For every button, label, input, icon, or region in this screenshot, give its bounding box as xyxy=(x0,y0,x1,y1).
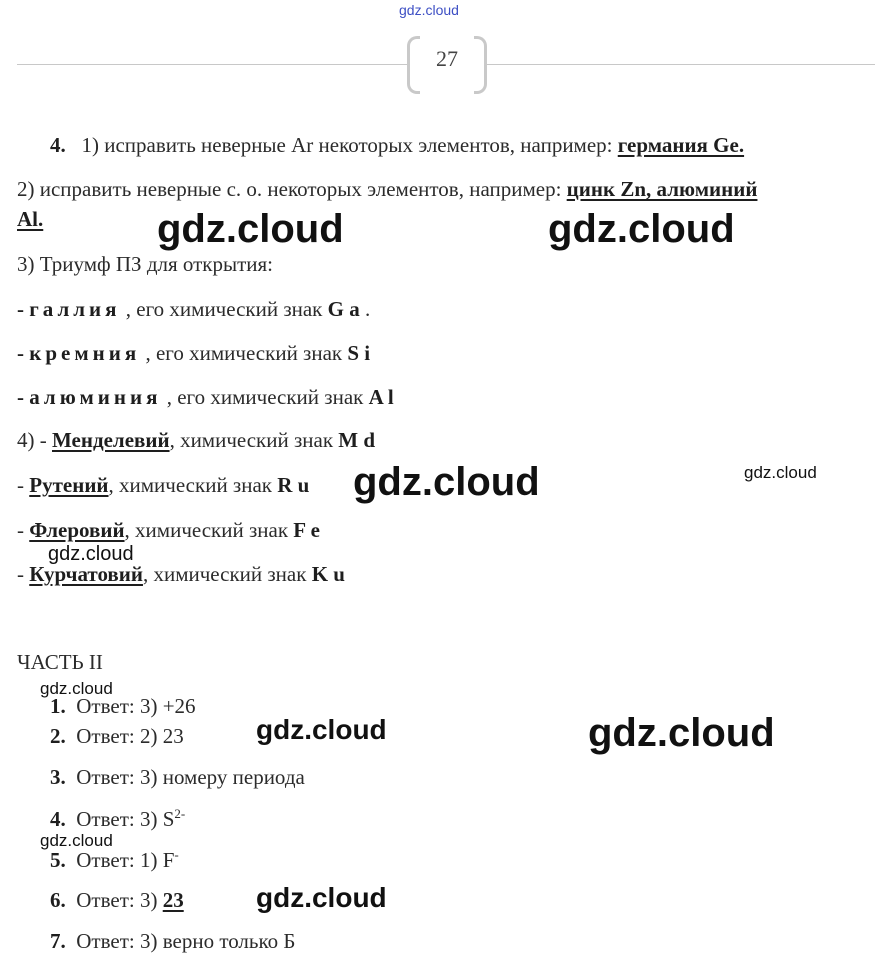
q4-line-2: 2) исправить неверные с. о. некоторых элементов, например: цинк Zn, алюминий xyxy=(17,177,758,201)
section-title: ЧАСТЬ II xyxy=(17,650,103,674)
answer-row: 6. Ответ: 3) 23 xyxy=(50,888,184,912)
triumph-row: - алюминия , его химический знак A l xyxy=(17,385,394,409)
q4-line-1: 4. 1) исправить неверные Ar некоторых элементов, например: германия Ge. xyxy=(50,133,745,157)
watermark-small: gdz.cloud xyxy=(744,463,817,482)
watermark: gdz.cloud xyxy=(353,460,540,504)
page-number: 27 xyxy=(436,46,458,71)
watermark: gdz.cloud xyxy=(548,207,735,251)
triumph-row: - галлия , его химический знак G a . xyxy=(17,297,371,321)
site-link[interactable]: gdz.cloud xyxy=(399,2,459,18)
element-row: - Курчатовий, химический знак K u xyxy=(17,562,345,586)
watermark: gdz.cloud xyxy=(157,207,344,251)
watermark-small: gdz.cloud xyxy=(40,831,113,850)
element-row: - Флеровий, химический знак F e xyxy=(17,518,320,542)
answer-row: 3. Ответ: 3) номеру периода xyxy=(50,765,305,789)
answer-row: 7. Ответ: 3) верно только Б xyxy=(50,929,296,953)
header-rule-right xyxy=(487,64,875,65)
element-row: 4) - Менделевий, химический знак M d xyxy=(17,428,376,452)
answer-row: 1. Ответ: 3) +26 xyxy=(50,694,196,718)
header-rule-left xyxy=(17,64,407,65)
answer-row: 4. Ответ: 3) $S^{2-}$ xyxy=(50,806,186,831)
answer-row: 5. Ответ: 1) F- xyxy=(50,847,179,872)
answer-row: 2. Ответ: 2) 23 xyxy=(50,724,184,748)
triumph-row: - кремния , его химический знак S i xyxy=(17,341,371,365)
q4-line-2-cont: Al. xyxy=(17,207,44,231)
watermark: gdz.cloud xyxy=(256,882,387,913)
watermark-small: gdz.cloud xyxy=(40,679,113,698)
watermark-small: gdz.cloud xyxy=(48,543,134,565)
watermark: gdz.cloud xyxy=(588,711,775,755)
watermark: gdz.cloud xyxy=(256,714,387,745)
page-number-frame xyxy=(407,36,487,90)
element-row: - Рутений, химический знак R u xyxy=(17,473,310,497)
q4-line-3: 3) Триумф ПЗ для открытия: xyxy=(17,252,274,276)
